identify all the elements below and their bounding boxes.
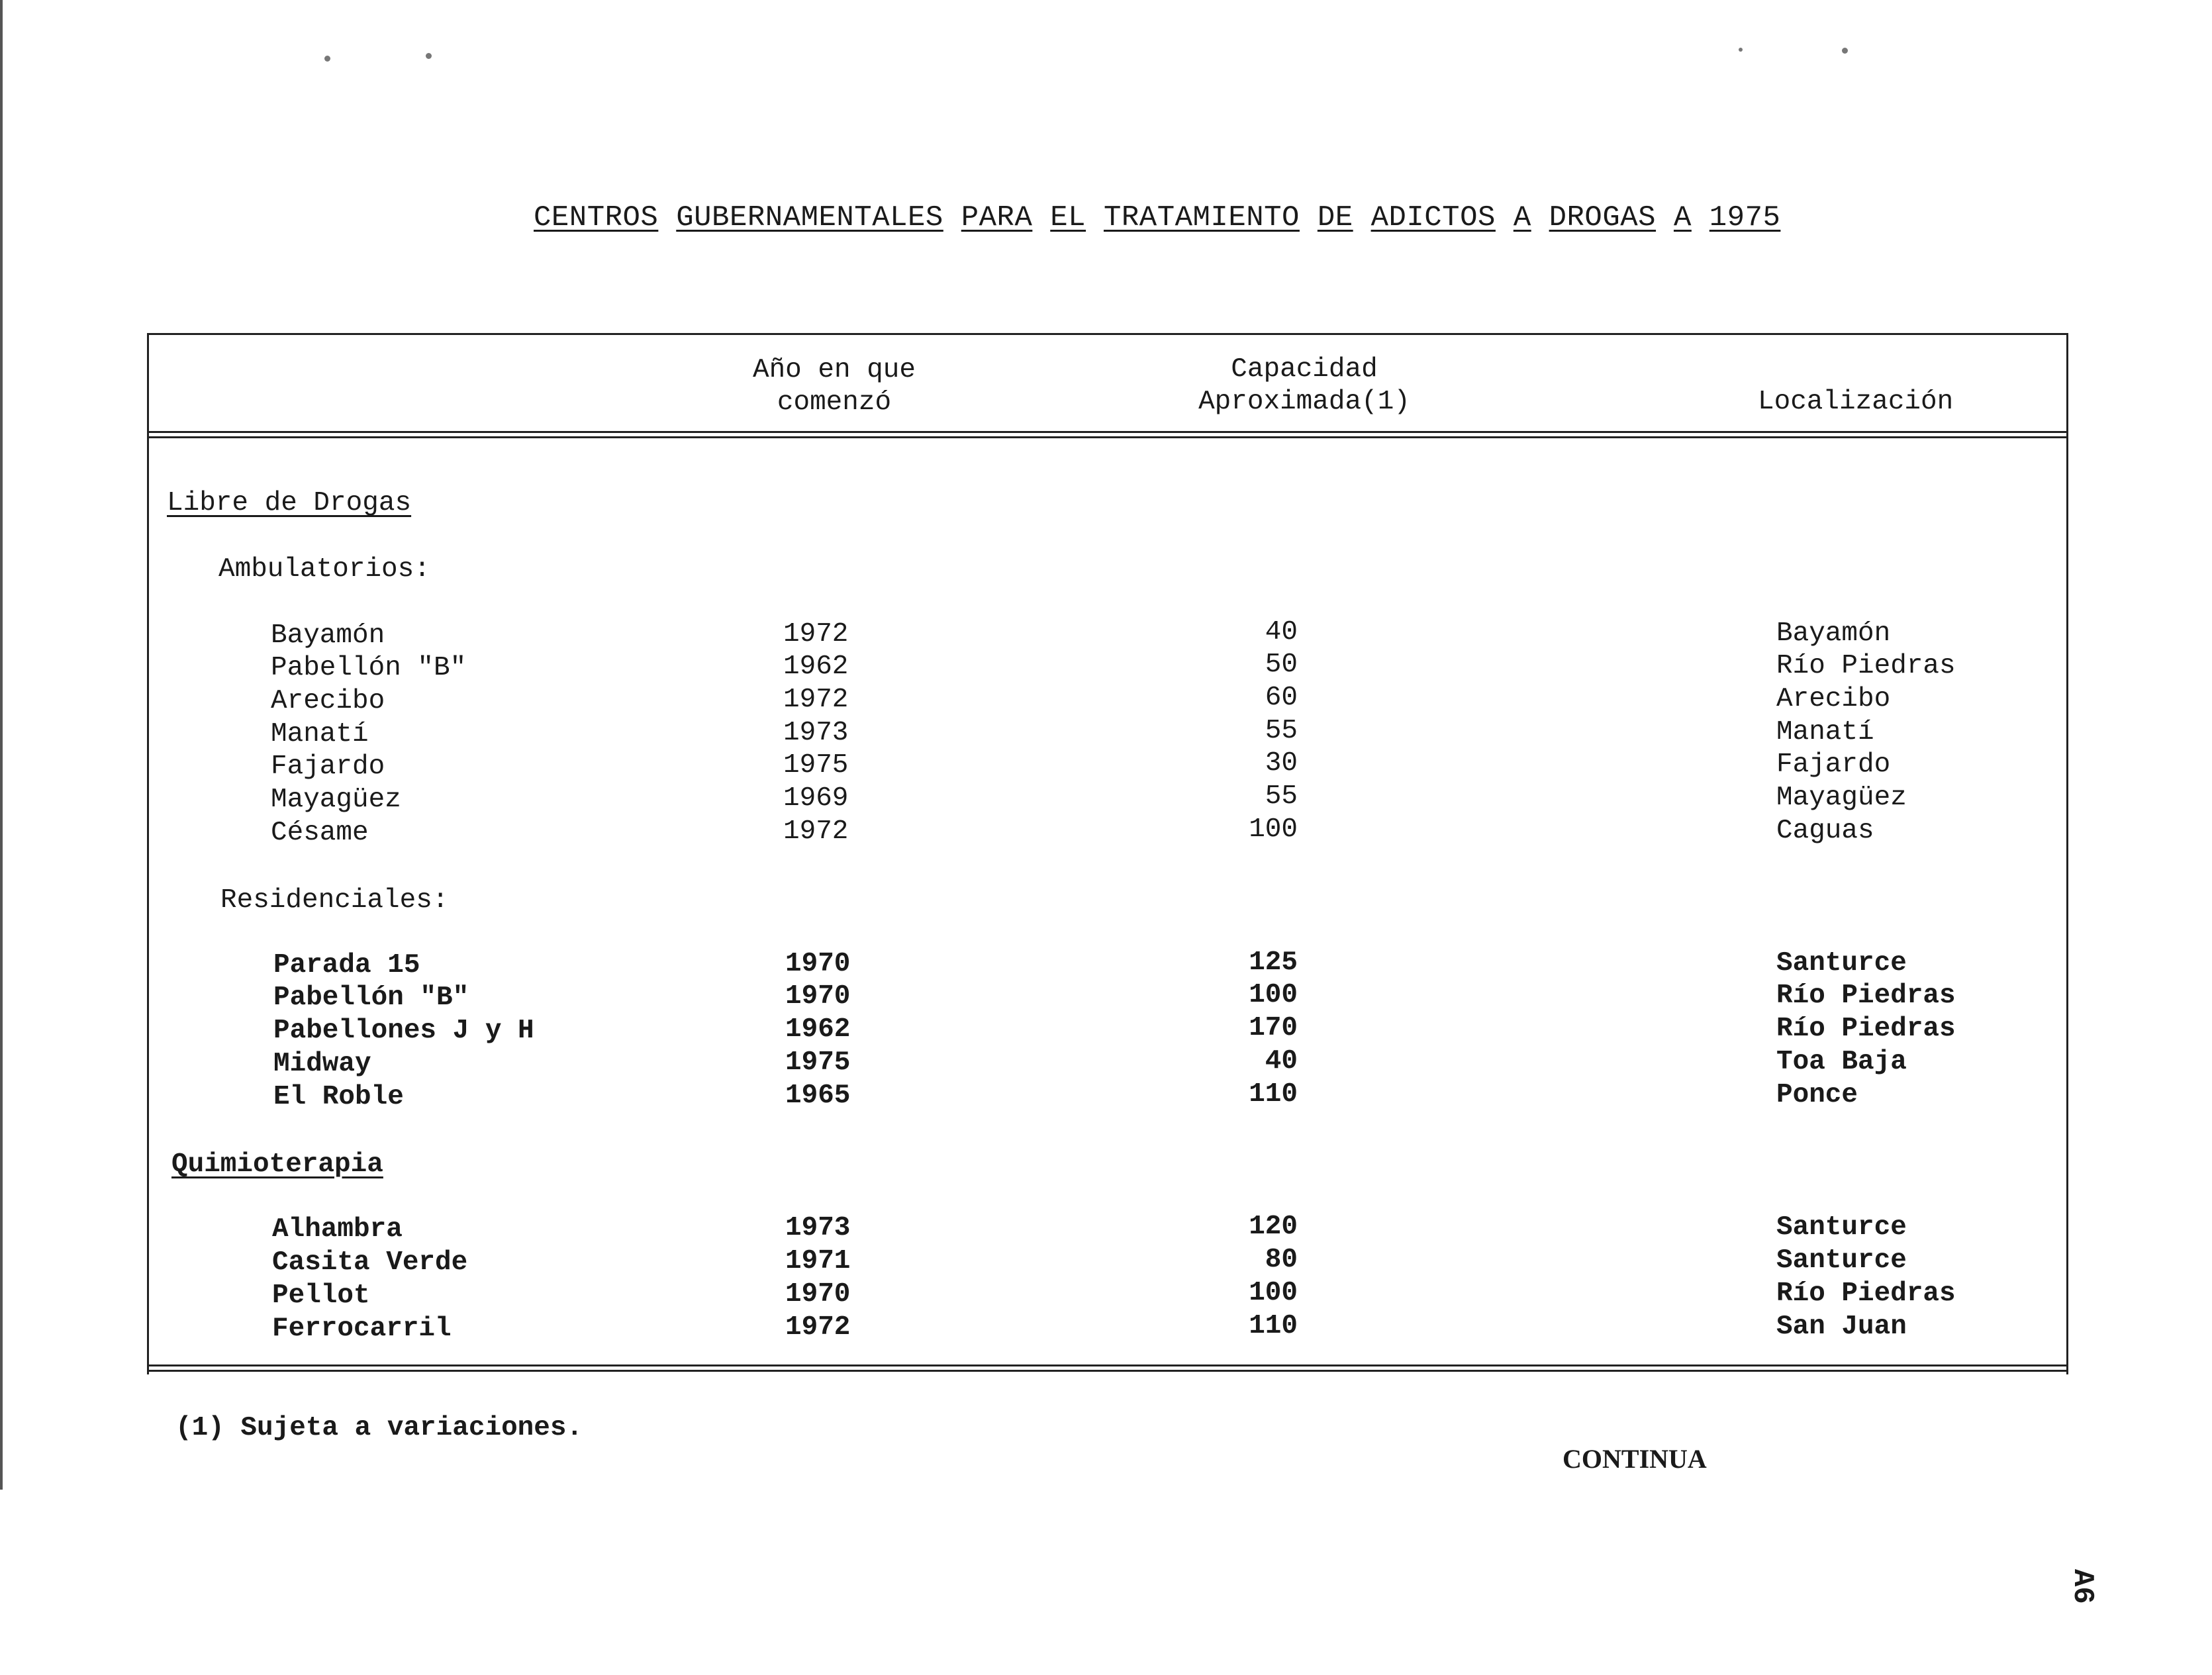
center-name: Alhambra [272,1214,403,1245]
center-location: Río Piedras [1776,1278,1956,1309]
header-location: Localización [1758,387,1954,417]
page-left-edge [0,0,3,1490]
center-capacity: 120 [1249,1212,1298,1242]
center-location: Santurce [1776,948,1907,979]
center-name: Pabellón "B" [273,982,469,1013]
center-capacity: 50 [1265,649,1298,680]
continua-label: CONTINUA [1563,1444,1707,1474]
center-capacity: 60 [1265,683,1298,713]
center-year: 1969 [783,783,849,814]
center-location: Arecibo [1776,684,1891,714]
header-capacity-line1: Capacidad [1231,354,1378,385]
center-name: Ferrocarril [272,1314,452,1344]
header-divider [147,431,2068,438]
table-bottom-rule [147,1364,2068,1372]
center-location: Caguas [1776,816,1874,846]
page-title [534,201,1780,234]
title-word: TRATAMIENTO [1103,201,1300,234]
title-word: GUBERNAMENTALES [676,201,943,234]
center-location: Bayamón [1776,618,1891,649]
center-location: Río Piedras [1776,981,1956,1011]
title-word: A [1673,201,1692,234]
title-word: ADICTOS [1370,201,1496,234]
title-word: CENTROS [534,201,659,234]
center-location: Santurce [1776,1245,1907,1276]
title-word: DE [1317,201,1353,234]
center-year: 1972 [783,619,849,649]
title-word: DROGAS [1549,201,1657,234]
center-capacity: 100 [1249,1278,1298,1308]
center-location: Río Piedras [1776,1014,1956,1044]
center-name: Manatí [271,719,369,749]
scan-speck [1739,48,1743,52]
center-location: Río Piedras [1776,651,1956,681]
center-name: Midway [273,1049,371,1079]
title-word: EL [1050,201,1086,234]
center-name: Fajardo [271,751,385,782]
center-year: 1970 [785,981,851,1012]
center-year: 1975 [785,1047,851,1078]
center-name: Pabellones J y H [273,1016,534,1046]
center-year: 1972 [783,816,849,847]
center-location: Mayagüez [1776,783,1907,813]
page-number: A6 [2066,1569,2099,1604]
scan-speck [426,53,432,59]
center-year: 1971 [785,1246,851,1276]
center-name: Pabellón "B" [271,653,467,683]
header-year-line1: Año en que [752,355,916,385]
center-year: 1972 [785,1312,851,1343]
center-name: Mayagüez [271,785,401,815]
center-capacity: 40 [1265,1046,1298,1077]
center-year: 1970 [785,949,851,979]
center-capacity: 55 [1265,716,1298,746]
center-name: Césame [271,818,369,848]
center-year: 1970 [785,1279,851,1310]
center-location: Toa Baja [1776,1047,1907,1077]
center-year: 1965 [785,1080,851,1111]
center-location: Santurce [1776,1212,1907,1243]
title-word: PARA [961,201,1033,234]
center-location: San Juan [1776,1312,1907,1342]
center-capacity: 100 [1249,980,1298,1010]
center-capacity: 125 [1249,947,1298,978]
center-name: El Roble [273,1082,404,1112]
title-word: 1975 [1709,201,1781,234]
center-location: Manatí [1776,717,1874,747]
center-capacity: 40 [1265,617,1298,647]
center-capacity: 170 [1249,1013,1298,1043]
center-name: Pellot [272,1280,370,1311]
center-name: Casita Verde [272,1247,468,1278]
center-capacity: 110 [1249,1311,1298,1341]
center-year: 1973 [783,718,849,748]
center-capacity: 30 [1265,748,1298,779]
subsection-residenciales: Residenciales: [220,885,449,916]
scan-speck [324,56,330,62]
center-capacity: 55 [1265,781,1298,812]
section-libre-de-drogas: Libre de Drogas [167,488,412,518]
center-name: Parada 15 [273,950,420,981]
header-year-line2: comenzó [777,387,892,418]
footnote: (1) Sujeta a variaciones. [175,1413,583,1443]
scan-speck [1842,48,1848,54]
header-capacity-line2: Aproximada(1) [1198,387,1410,417]
center-year: 1972 [783,685,849,715]
center-year: 1962 [783,651,849,682]
subsection-ambulatorios: Ambulatorios: [218,554,430,585]
center-location: Ponce [1776,1080,1858,1110]
center-capacity: 110 [1249,1079,1298,1110]
section-quimioterapia: Quimioterapia [171,1149,383,1180]
center-year: 1975 [783,750,849,781]
center-year: 1973 [785,1213,851,1243]
center-capacity: 80 [1265,1245,1298,1275]
title-word: A [1513,201,1531,234]
center-capacity: 100 [1249,814,1298,845]
center-year: 1962 [785,1014,851,1045]
center-name: Bayamón [271,620,385,651]
center-location: Fajardo [1776,749,1891,780]
center-name: Arecibo [271,686,385,716]
